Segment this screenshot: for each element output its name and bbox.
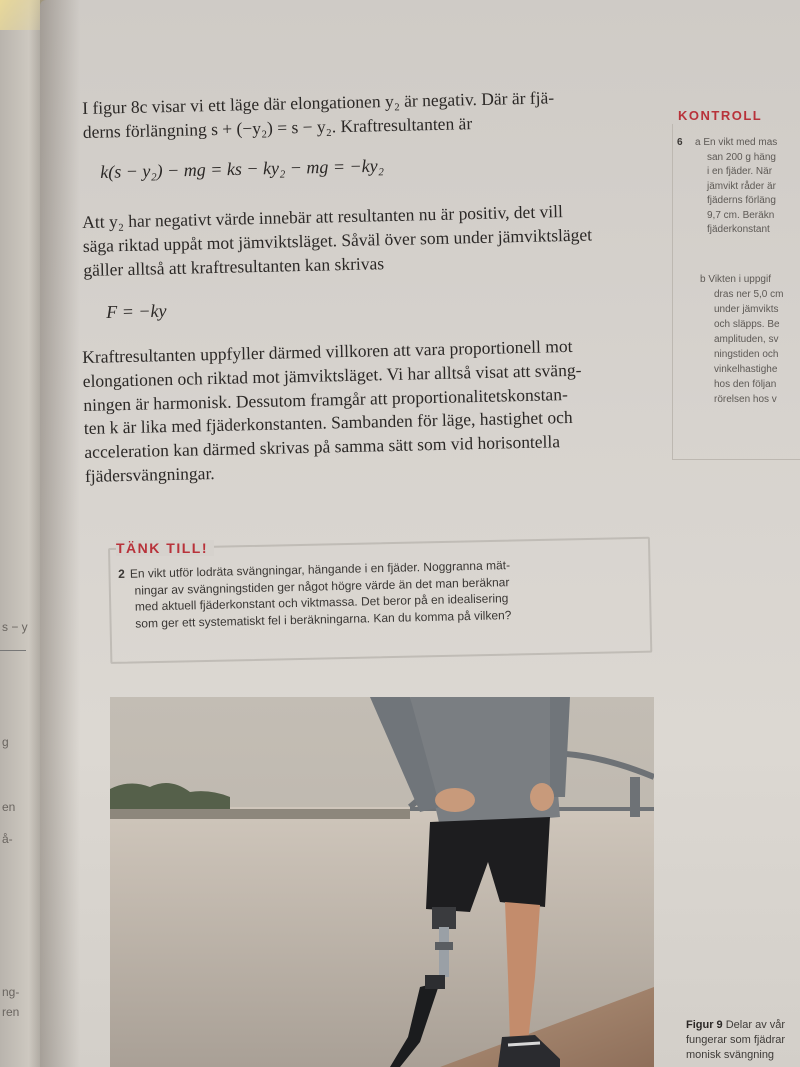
text-line: a En vikt med mas (695, 137, 778, 148)
text-line: ningstiden och (714, 349, 779, 360)
caption-line: monisk svängning (686, 1049, 775, 1061)
text-line: rörelsen hos v (714, 394, 777, 405)
text-line: fjäderkonstant (707, 224, 770, 235)
tank-till-heading: TÄNK TILL! (116, 540, 214, 556)
kontroll-heading: KONTROLL (678, 108, 763, 123)
text-line: Att y₂ har negativt värde innebär att resultanten nu är positiv, det vill (82, 201, 564, 232)
text-line: 9,7 cm. Beräkn (707, 209, 775, 221)
figure-9-photo (110, 697, 654, 1067)
text-line: Kraftresultanten uppfyller därmed villkoren att vara proportionell mot (82, 335, 573, 367)
text-line: jämvikt råder är (707, 180, 776, 192)
caption-line: Figur 9 Delar av vår (686, 1019, 786, 1031)
facing-page-fragment: g (2, 735, 9, 749)
text-line: derns förlängning s + (−y₂) = s − y₂. Kraftresultanten är (82, 113, 473, 142)
text-line: amplituden, sv (714, 334, 779, 345)
text-line: san 200 g häng (707, 151, 776, 163)
page-gutter-shadow (40, 0, 80, 1067)
text-line: fjädersvängningar. (84, 463, 215, 486)
facing-page-fragment: ren (2, 1005, 20, 1019)
text-line: 2 En vikt utför lodräta svängningar, hängande i en fjäder. Noggranna mät- (118, 558, 511, 581)
text-line: acceleration kan därmed skrivas på samma sätt som vid horisontella (84, 431, 561, 463)
text-line: och släpps. Be (714, 319, 780, 330)
facing-page-fragment: en (2, 800, 16, 814)
tank-till-question (118, 555, 619, 632)
kontroll-item-6a (677, 136, 800, 238)
text-line: ningar av svängningstiden ger något högre värde än det man beräknar (134, 574, 510, 598)
text-line: elongationen och riktad mot jämviktsläget. Vi har alltså visat att sväng- (82, 359, 582, 391)
facing-page-fragment: ng- (2, 985, 20, 999)
facing-page-fragment: s − y (2, 620, 28, 634)
text-line: I figur 8c visar vi ett läge där elongationen y₂ är negativ. Där är fjä- (82, 87, 555, 118)
text-line: gäller alltså att kraftresultanten kan skrivas (83, 253, 385, 280)
figure-9-caption (686, 1018, 800, 1063)
figure-label: Figur 9 (686, 1019, 723, 1031)
caption-line: fungerar som fjädrar (686, 1034, 786, 1046)
text-line: dras ner 5,0 cm (714, 289, 784, 300)
text-line: som ger ett systematiskt fel i beräkningarna. Kan du komma på vilken? (135, 607, 512, 631)
text-line: b Vikten i uppgif (700, 274, 771, 285)
paragraph-3 (82, 333, 655, 489)
text-line: ten k är lika med fjäderkonstanten. Sambanden för läge, hastighet och (83, 407, 573, 439)
question-number: 2 (118, 566, 126, 581)
text-line: ningen är harmonisk. Dessutom framgår att proportionalitetskonstan- (83, 383, 568, 415)
facing-page-fragment: å- (2, 832, 13, 846)
item-number: 6 (677, 137, 683, 148)
facing-page-rule (0, 650, 26, 651)
equation-force-resultant: k(s − y₂) − mg = ks − ky₂ − mg = −ky₂ (100, 155, 385, 182)
kontroll-item-6b (700, 272, 800, 407)
text-line: säga riktad uppåt mot jämviktsläget. Såväl över som under jämviktsläget (82, 224, 593, 256)
text-line: hos den följan (714, 379, 777, 390)
text-line: vinkelhastighe (714, 364, 778, 375)
text-line: med aktuell fjäderkonstant och viktmassa. Det beror på en idealisering (134, 591, 509, 614)
equation-hookes-law: F = −ky (106, 300, 167, 322)
text-line: i en fjäder. När (707, 166, 773, 177)
text-line: fjäderns förläng (707, 195, 776, 206)
text-line: under jämvikts (714, 304, 779, 315)
paragraph-2 (82, 197, 653, 282)
